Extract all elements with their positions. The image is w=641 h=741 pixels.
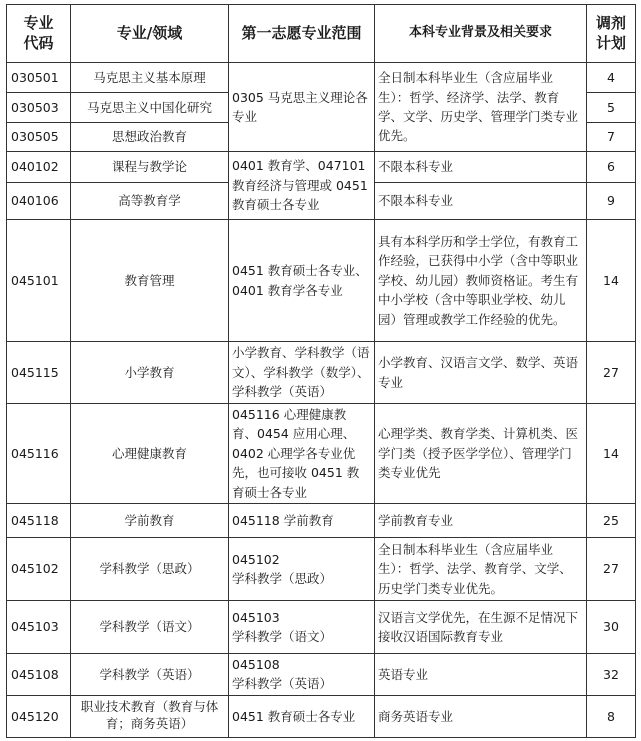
plan-count: 27: [587, 538, 636, 601]
first-choice-scope: 0305 马克思主义理论各专业: [229, 63, 375, 152]
table-row: [7, 63, 636, 93]
table-row: [7, 152, 636, 183]
requirements: 全日制本科毕业生（含应届毕业生）：哲学、法学、教育学、文学、历史学门类专业优先。: [375, 538, 587, 601]
adjustment-plan-table: [6, 4, 636, 738]
plan-count: 7: [587, 123, 636, 152]
first-choice-scope: 045103 学科教学（语文）: [229, 601, 375, 654]
major-field: 高等教育学: [71, 183, 229, 220]
table-row: [7, 538, 636, 601]
major-field: 课程与教学论: [71, 152, 229, 183]
plan-count: 27: [587, 342, 636, 404]
plan-count: 14: [587, 404, 636, 504]
major-field: 职业技术教育（教育与体育；商务英语）: [71, 695, 229, 737]
plan-count: 14: [587, 220, 636, 342]
plan-count: 25: [587, 504, 636, 538]
requirements: 小学教育、汉语言文学、数学、英语专业: [375, 342, 587, 404]
plan-count: 32: [587, 654, 636, 696]
table-row: [7, 342, 636, 404]
header-plan: 调剂 计划: [587, 5, 636, 63]
table-row: [7, 504, 636, 538]
major-field: 小学教育: [71, 342, 229, 404]
table-row: [7, 404, 636, 504]
requirements: 商务英语专业: [375, 695, 587, 737]
plan-count: 8: [587, 695, 636, 737]
major-code: 040102: [7, 152, 71, 183]
first-choice-scope: 045102 学科教学（思政）: [229, 538, 375, 601]
major-code: 045108: [7, 654, 71, 696]
first-choice-scope: 045108 学科教学（英语）: [229, 654, 375, 696]
plan-count: 9: [587, 183, 636, 220]
major-code: 045103: [7, 601, 71, 654]
header-row: [7, 5, 636, 63]
requirements: 汉语言文学优先，在生源不足情况下接收汉语国际教育专业: [375, 601, 587, 654]
requirements: 具有本科学历和学士学位，有教育工作经验，已获得中小学（含中等职业学校、幼儿园）教师资格证。考生有中小学校（含中等职业学校、幼儿园）管理或教学工作经验的优先。: [375, 220, 587, 342]
first-choice-scope: 0451 教育硕士各专业: [229, 695, 375, 737]
major-code: 045102: [7, 538, 71, 601]
major-code: 045120: [7, 695, 71, 737]
major-code: 030503: [7, 93, 71, 123]
major-code: 030505: [7, 123, 71, 152]
requirements: 不限本科专业: [375, 152, 587, 183]
major-code: 030501: [7, 63, 71, 93]
major-field: 学科教学（英语）: [71, 654, 229, 696]
requirements: 不限本科专业: [375, 183, 587, 220]
major-code: 045118: [7, 504, 71, 538]
major-code: 045101: [7, 220, 71, 342]
major-field: 学前教育: [71, 504, 229, 538]
requirements: 英语专业: [375, 654, 587, 696]
table-row: [7, 601, 636, 654]
plan-count: 6: [587, 152, 636, 183]
major-field: 思想政治教育: [71, 123, 229, 152]
plan-count: 5: [587, 93, 636, 123]
first-choice-scope: 0401 教育学、047101 教育经济与管理或 0451 教育硕士各专业: [229, 152, 375, 220]
header-requirements: 本科专业背景及相关要求: [375, 5, 587, 63]
table-row: [7, 220, 636, 342]
table-row: [7, 654, 636, 696]
first-choice-scope: 045118 学前教育: [229, 504, 375, 538]
header-code: 专业 代码: [7, 5, 71, 63]
header-scope: 第一志愿专业范围: [229, 5, 375, 63]
major-field: 马克思主义中国化研究: [71, 93, 229, 123]
major-field: 教育管理: [71, 220, 229, 342]
plan-count: 4: [587, 63, 636, 93]
requirements: 学前教育专业: [375, 504, 587, 538]
first-choice-scope: 0451 教育硕士各专业、0401 教育学各专业: [229, 220, 375, 342]
major-code: 045115: [7, 342, 71, 404]
table-row: [7, 695, 636, 737]
major-field: 心理健康教育: [71, 404, 229, 504]
major-code: 045116: [7, 404, 71, 504]
requirements: 全日制本科毕业生（含应届毕业生）：哲学、经济学、法学、教育学、文学、历史学、管理学门类专业优先。: [375, 63, 587, 152]
major-code: 040106: [7, 183, 71, 220]
plan-count: 30: [587, 601, 636, 654]
header-field: 专业/领域: [71, 5, 229, 63]
first-choice-scope: 045116 心理健康教育、0454 应用心理、0402 心理学各专业优先，也可接收 0451 教育硕士各专业: [229, 404, 375, 504]
requirements: 心理学类、教育学类、计算机类、医学门类（授予医学学位）、管理学门类专业优先: [375, 404, 587, 504]
first-choice-scope: 小学教育、学科教学（语文）、学科教学（数学）、学科教学（英语）: [229, 342, 375, 404]
major-field: 学科教学（思政）: [71, 538, 229, 601]
major-field: 马克思主义基本原理: [71, 63, 229, 93]
major-field: 学科教学（语文）: [71, 601, 229, 654]
